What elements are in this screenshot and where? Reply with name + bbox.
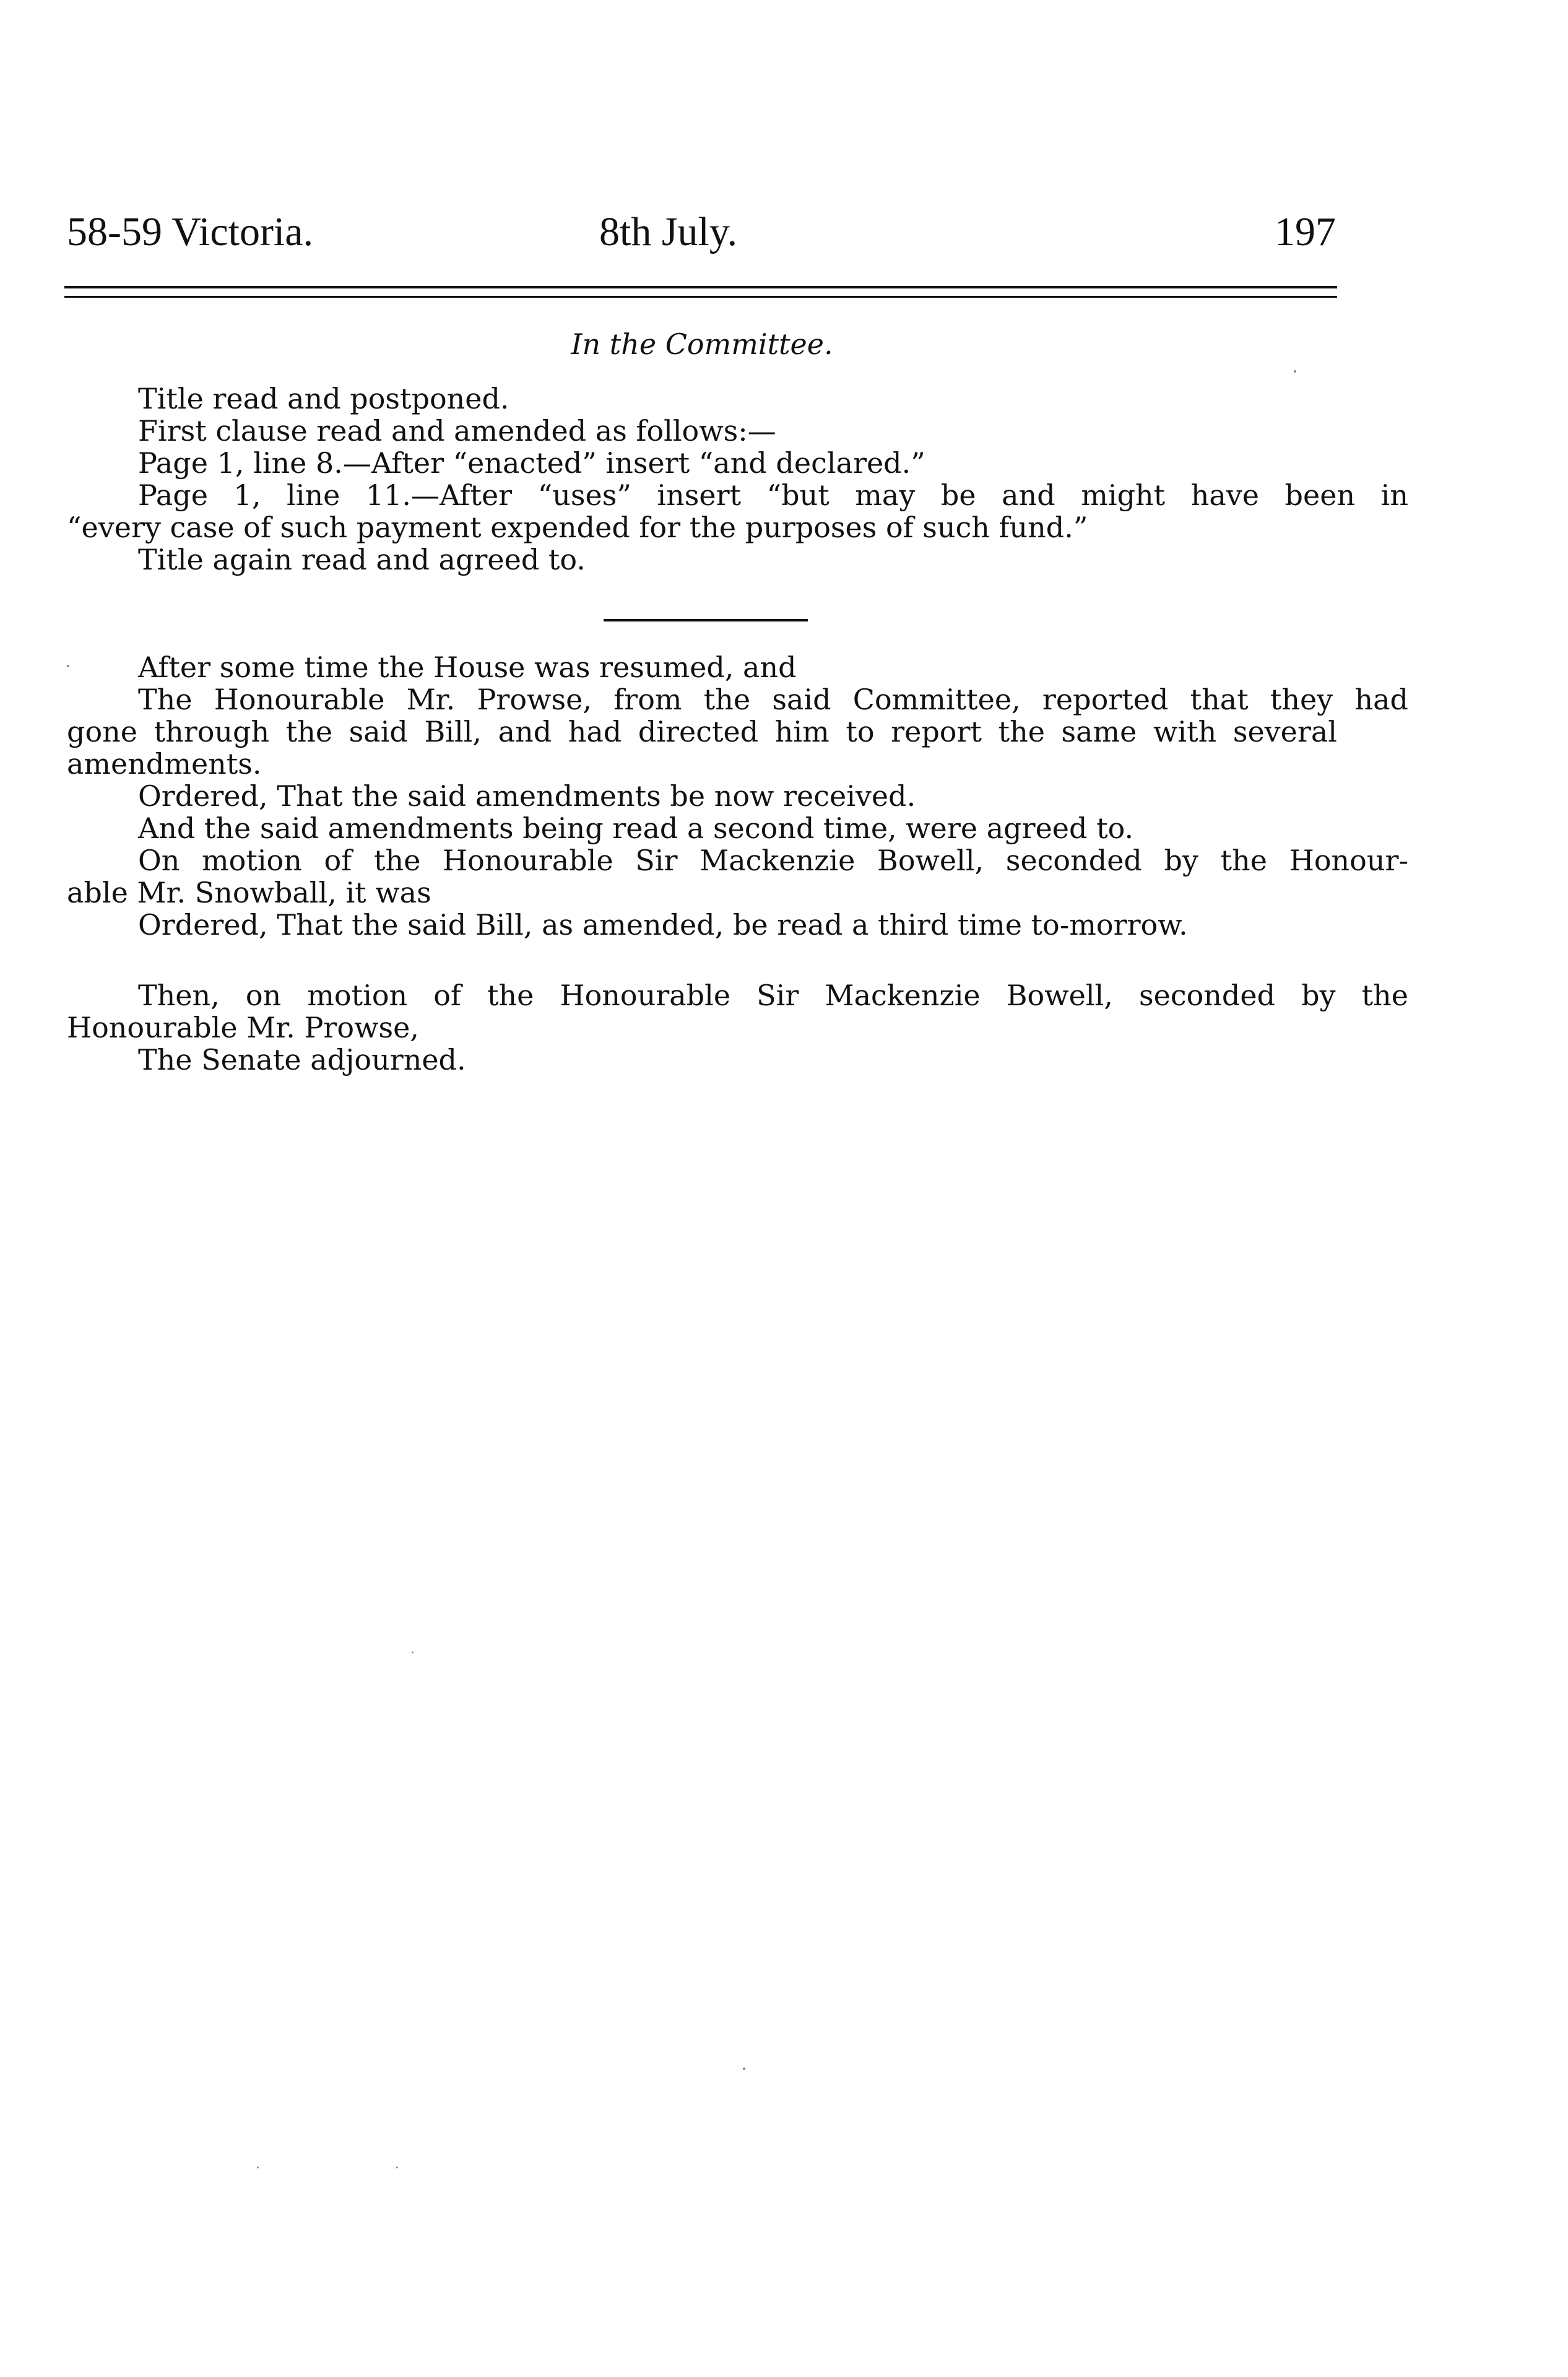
- committee-line: Title again read and agreed to.: [138, 543, 586, 576]
- proceedings-line: able Mr. Snowball, it was: [67, 876, 431, 909]
- print-speck: [257, 2167, 259, 2168]
- proceedings-line: Ordered, That the said amendments be now received.: [138, 779, 916, 813]
- adjournment-line: Then, on motion of the Honourable Sir Mackenzie Bowell, seconded by the: [138, 979, 1408, 1012]
- proceedings-line: amendments.: [67, 747, 262, 781]
- adjournment-line: Honourable Mr. Prowse,: [67, 1011, 419, 1044]
- proceedings-line: The Honourable Mr. Prowse, from the said Committee, reported that they had: [138, 683, 1408, 716]
- committee-line: Page 1, line 11.—After “uses” insert “but may be and might have been in: [138, 478, 1408, 512]
- page-number: 197: [1275, 209, 1336, 254]
- print-speck: [67, 665, 69, 667]
- adjournment-line: The Senate adjourned.: [138, 1043, 466, 1076]
- committee-heading: In the Committee.: [571, 327, 833, 361]
- print-speck: [1294, 370, 1296, 373]
- proceedings-line: gone through the said Bill, and had directed him to report the same with several: [67, 715, 1337, 748]
- section-separator: [604, 619, 808, 621]
- proceedings-line: Ordered, That the said Bill, as amended, be read a third time to-morrow.: [138, 908, 1188, 942]
- committee-line: Title read and postponed.: [138, 382, 509, 415]
- print-speck: [743, 2067, 745, 2070]
- proceedings-line: After some time the House was resumed, and: [138, 651, 797, 684]
- print-speck: [396, 2167, 398, 2168]
- body-text: [67, 0, 1408, 2377]
- proceedings-line: And the said amendments being read a second time, were agreed to.: [138, 812, 1134, 845]
- committee-line: Page 1, line 8.—After “enacted” insert “and declared.”: [138, 446, 925, 480]
- date-label: 8th July.: [599, 209, 738, 254]
- proceedings-line: On motion of the Honourable Sir Mackenzie Bowell, seconded by the Honour-: [138, 844, 1408, 877]
- print-speck: [412, 1652, 414, 1653]
- committee-line: First clause read and amended as follows:—: [138, 414, 776, 448]
- session-label: 58-59 Victoria.: [67, 209, 314, 254]
- committee-line: “every case of such payment expended for the purposes of such fund.”: [67, 511, 1088, 544]
